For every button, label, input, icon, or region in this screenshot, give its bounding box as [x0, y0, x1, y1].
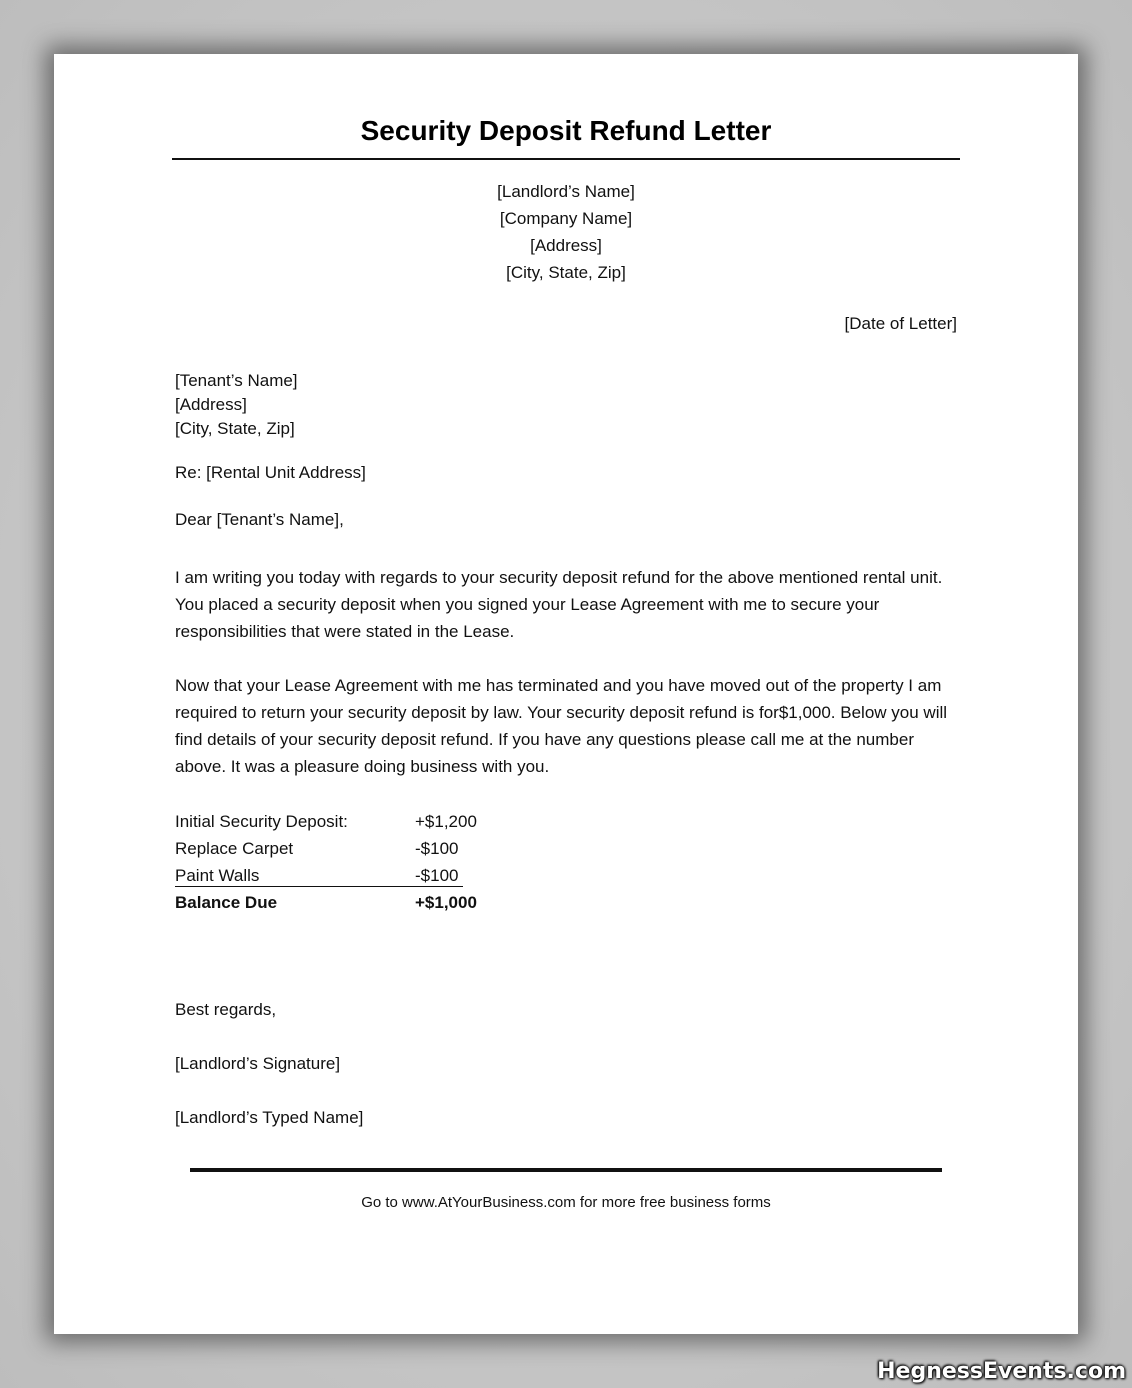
letter-date: [Date of Letter] — [844, 314, 957, 333]
ledger-row-replace-carpet — [175, 835, 495, 862]
footer-text: Go to www.AtYourBusiness.com for more free business forms — [361, 1194, 771, 1211]
ledger-amount: +$1,200 — [415, 812, 477, 831]
sender-block — [54, 178, 1078, 286]
document-title: Security Deposit Refund Letter — [360, 115, 772, 146]
document-page — [54, 54, 1078, 1334]
body-paragraph-1: I am writing you today with regards to your security deposit refund for the above mentioned rental unit. You placed a security deposit when you signed your Lease Agreement with me to secure your responsibilities that were stated in the Lease. — [175, 568, 943, 641]
ledger-amount: -$100 — [415, 866, 459, 885]
sender-name: [Landlord’s Name] — [497, 182, 635, 201]
title-divider — [172, 158, 960, 160]
ledger-row-balance-due — [175, 889, 495, 916]
recipient-block — [175, 369, 298, 441]
ledger-label: Initial Security Deposit: — [175, 812, 348, 831]
recipient-city-state-zip: [City, State, Zip] — [175, 419, 295, 438]
ledger-row-initial-deposit — [175, 808, 495, 835]
ledger-label: Replace Carpet — [175, 839, 294, 858]
closing: Best regards, — [175, 1000, 277, 1019]
refund-ledger — [175, 808, 495, 916]
ledger-label: Balance Due — [175, 893, 278, 912]
ledger-label: Paint Walls — [175, 866, 260, 885]
sender-company: [Company Name] — [499, 209, 633, 228]
recipient-address: [Address] — [175, 395, 247, 414]
landlord-typed-name: [Landlord’s Typed Name] — [175, 1108, 364, 1127]
re-line: Re: [Rental Unit Address] — [175, 463, 366, 482]
sender-city-state-zip: [City, State, Zip] — [506, 263, 626, 282]
sender-address: [Address] — [530, 236, 602, 255]
ledger-row-paint-walls — [175, 862, 495, 889]
body-paragraph-2: Now that your Lease Agreement with me has terminated and you have moved out of the property I am required to return your security deposit by law. Your security deposit refund is for$1,000. Below you will find details of your security deposit refund. If you have any questions please call me at the number above. It was a pleasure doing business with you. — [175, 676, 948, 776]
salutation: Dear [Tenant’s Name], — [175, 510, 344, 529]
ledger-amount: +$1,000 — [415, 893, 477, 912]
watermark: HegnessEvents.com — [877, 1359, 1126, 1384]
recipient-name: [Tenant’s Name] — [175, 371, 298, 390]
ledger-amount: -$100 — [415, 839, 459, 858]
footer-divider — [190, 1168, 942, 1172]
landlord-signature: [Landlord’s Signature] — [175, 1054, 341, 1073]
